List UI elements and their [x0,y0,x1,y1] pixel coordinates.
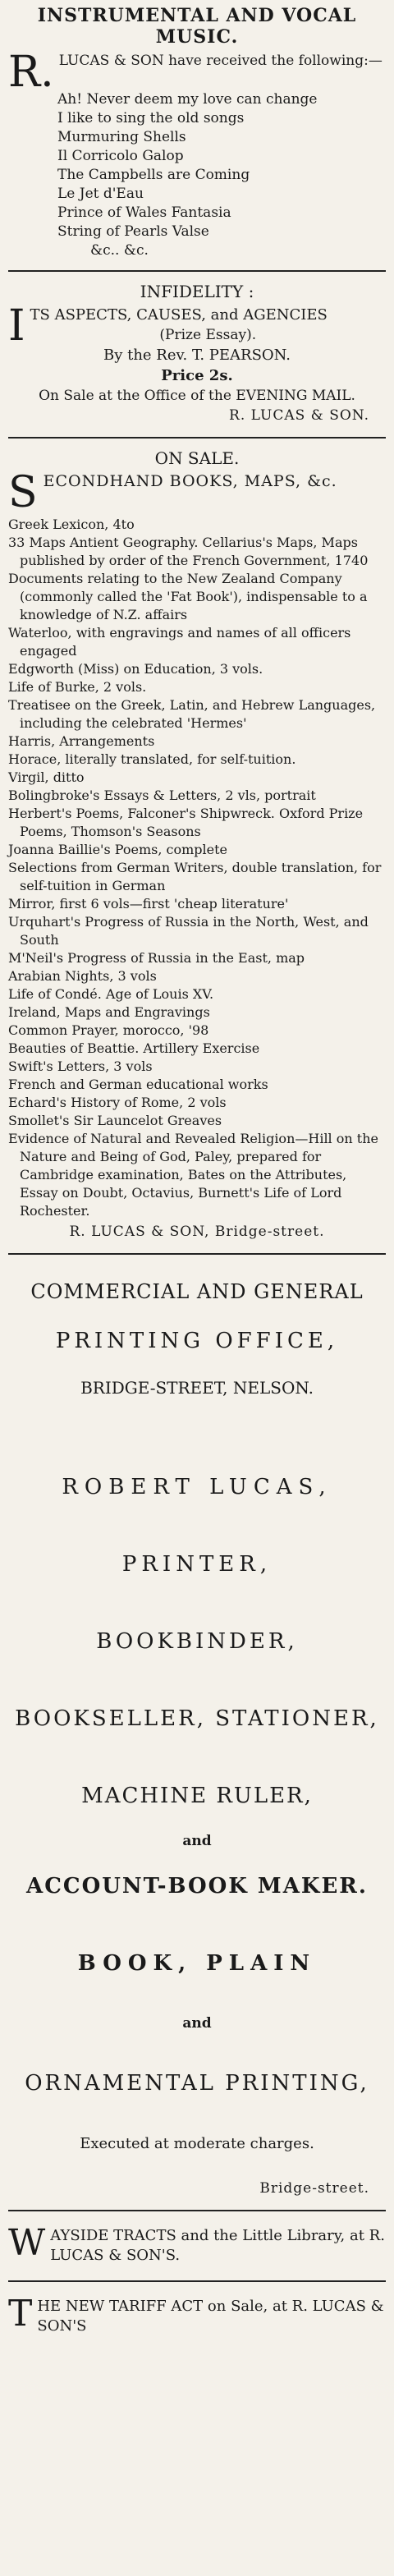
list-item: Horace, literally translated, for self-tuition. [8,751,296,767]
infidelity-ad-sale-line: On Sale at the Office of the EVENING MAIL. [39,388,355,404]
list-item: Le Jet d'Eau [57,186,144,202]
list-item: Echard's History of Rome, 2 vols [8,1095,227,1110]
list-item: Swift's Letters, 3 vols [8,1058,153,1074]
list-item: Life of Burke, 2 vols. [8,679,147,695]
list-item: Waterloo, with engravings and names of all officers engaged [8,625,351,659]
printing-ad-address: Bridge-street. [259,2180,369,2197]
list-item: Common Prayer, morocco, '98 [8,1022,209,1038]
music-ad-title-line2: MUSIC. [155,26,239,48]
list-item: Treatisee on the Greek, Latin, and Hebrew Languages, including the celebrated 'Hermes' [8,697,376,731]
tracts-ad-body: AYSIDE TRACTS and the Little Library, at R. LUCAS & SON'S. [50,2227,385,2264]
divider [8,437,386,439]
books-ad-intro-text: ECONDHAND BOOKS, MAPS, &c. [43,472,337,490]
music-ad-dropcap: R. [8,48,54,97]
music-ad-intro-text: LUCAS & SON have received the following:— [58,53,383,69]
list-item: 33 Maps Antient Geography. Cellarius's Maps, Maps published by order of the French Government, 1740 [8,535,369,568]
books-ad-title: ON SALE. [154,448,240,468]
tracts-advertisement [8,2216,386,2275]
infidelity-ad-price: Price 2s. [161,367,233,384]
list-item: Prince of Wales Fantasia [57,204,231,221]
list-item: Evidence of Natural and Revealed Religion—Hill on the Nature and Being of God, Paley, prepared for Cambridge examination, Bates on the Attributes, Essay on Doubt, Octavius, Burnett's Life of Lord Rochester. [8,1131,378,1219]
books-ad-signature: R. LUCAS & SON, Bridge-street. [69,1224,325,1240]
list-item: Ireland, Maps and Engravings [8,1004,210,1020]
list-item: Il Corricolo Galop [57,148,184,164]
list-item: Urquhart's Progress of Russia in the North, West, and South [8,914,369,948]
divider [8,1253,386,1255]
list-item: I like to sing the old songs [57,110,245,126]
list-item: String of Pearls Valse [57,223,209,240]
trade-bookseller-stationer: BOOKSELLER, STATIONER, [15,1706,379,1731]
list-item: Beauties of Beattie. Artillery Exercise [8,1040,260,1056]
books-advertisement [8,443,386,1248]
music-advertisement [8,0,386,265]
trade-bookbinder: BOOKBINDER, [96,1629,298,1654]
trade-account-book-maker: ACCOUNT-BOOK MAKER. [26,1874,368,1899]
infidelity-advertisement [8,277,386,432]
trade-printer: PRINTER, [121,1552,273,1577]
printing-ad-address-line: BRIDGE-STREET, NELSON. [80,1378,314,1398]
list-item: Edgworth (Miss) on Education, 3 vols. [8,661,263,677]
tariff-ad-text [8,2293,386,2336]
tracts-ad-text [8,2222,386,2266]
printing-ad-charges: Executed at moderate charges. [80,2135,314,2152]
infidelity-ad-title: INFIDELITY : [140,282,254,301]
tariff-advertisement [8,2287,386,2346]
trade-book-plain: BOOK, PLAIN [77,1951,317,1976]
list-item: The Campbells are Coming [57,167,250,183]
infidelity-ad-line1-text: TS ASPECTS, CAUSES, and AGENCIES [30,306,328,324]
printing-advertisement [8,1260,386,2205]
list-item: Virgil, ditto [8,769,85,785]
printing-ad-line2: PRINTING OFFICE, [55,1329,339,1353]
tariff-ad-dropcap: T [8,2293,33,2335]
infidelity-ad-signature: R. LUCAS & SON. [229,407,369,424]
list-item: &c.. &c. [90,242,149,259]
and-connector: and [182,2015,212,2032]
list-item: Harris, Arrangements [8,733,155,749]
music-ad-title: INSTRUMENTAL AND VOCAL [37,5,357,26]
list-item: Life of Condé. Age of Louis XV. [8,986,214,1002]
music-ad-intro [8,48,386,97]
list-item: Selections from German Writers, double translation, for self-tuition in German [8,860,382,893]
tracts-ad-dropcap: W [8,2222,46,2264]
tariff-ad-body: HE NEW TARIFF ACT on Sale, at R. LUCAS & SON'S [37,2298,384,2335]
infidelity-ad-dropcap: I [8,301,25,351]
list-item: Joanna Baillie's Poems, complete [8,842,228,857]
infidelity-ad-line2: (Prize Essay). [159,327,257,343]
printer-name: ROBERT LUCAS, [62,1475,332,1499]
list-item: Bolingbroke's Essays & Letters, 2 vls, portrait [8,787,316,803]
and-connector: and [182,1833,212,1849]
list-item: Documents relating to the New Zealand Company (commonly called the 'Fat Book'), indispensable to a knowledge of N.Z. affairs [8,571,368,622]
list-item: Mirror, first 6 vols—first 'cheap literature' [8,896,289,911]
divider [8,2280,386,2282]
divider [8,2210,386,2211]
list-item: Herbert's Poems, Falconer's Shipwreck. Oxford Prize Poems, Thomson's Seasons [8,806,364,839]
trade-machine-ruler: MACHINE RULER, [81,1784,313,1808]
books-ad-dropcap: S [8,468,39,517]
list-item: Murmuring Shells [57,129,186,145]
list-item: Greek Lexicon, 4to [8,517,135,532]
divider [8,270,386,272]
list-item: Smollet's Sir Launcelot Greaves [8,1113,222,1128]
list-item: Arabian Nights, 3 vols [8,968,157,984]
books-list [8,511,386,1220]
list-item: Ah! Never deem my love can change [57,91,318,108]
infidelity-ad-byline: By the Rev. T. PEARSON. [103,347,291,364]
books-ad-intro [8,468,386,517]
list-item: M'Neil's Progress of Russia in the East, map [8,950,305,966]
printing-ad-line1: COMMERCIAL AND GENERAL [30,1280,364,1303]
list-item: French and German educational works [8,1077,268,1092]
trade-ornamental-printing: ORNAMENTAL PRINTING, [25,2071,369,2096]
music-list [8,90,386,260]
